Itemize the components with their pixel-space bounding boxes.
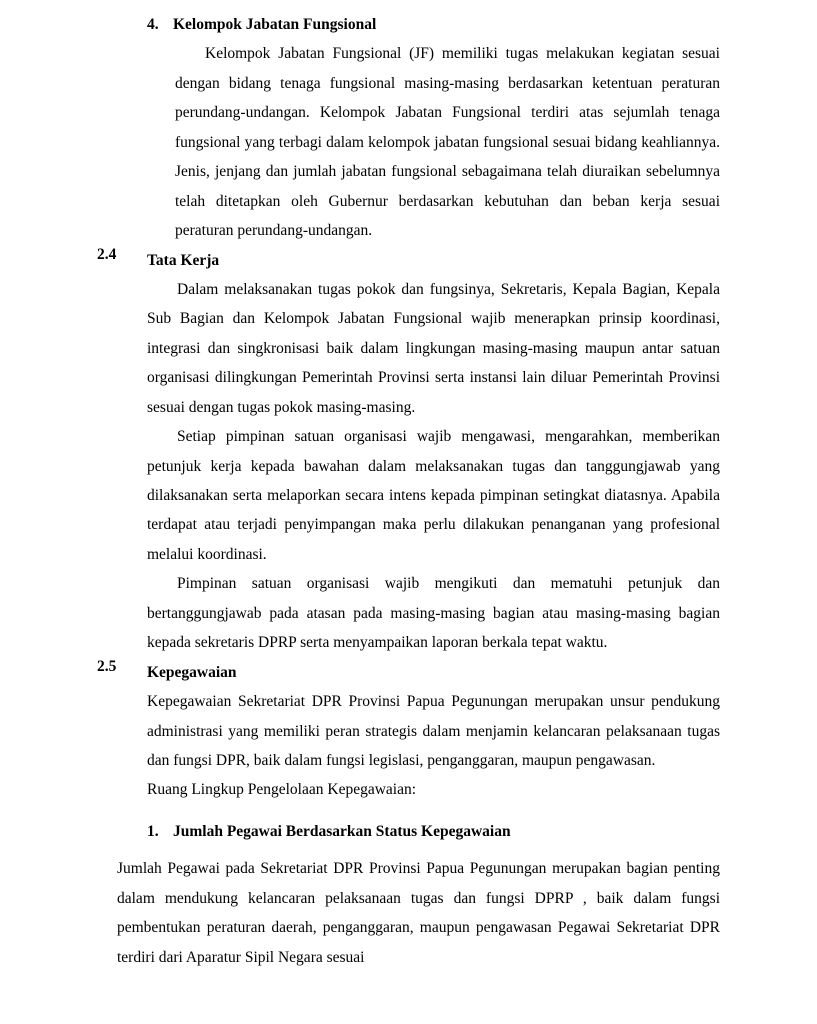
list-item-heading-4 [147, 10, 720, 39]
list-marker: 1. [147, 822, 159, 840]
paragraph-tata-kerja-1: Dalam melaksanakan tugas pokok dan fungsinya, Sekretaris, Kepala Bagian, Kepala Sub Bagian dan Kelompok Jabatan Fungsional wajib menerapkan prinsip koordinasi, integrasi dan singkronisasi baik dalam lingkungan masing-masing maupun antar satuan organisasi dilingkungan Pemerintah Provinsi serta instansi lain diluar Pemerintah Provinsi sesuai dengan tugas pokok masing-masing. [147, 280, 720, 416]
section-heading-2-5 [97, 658, 720, 687]
paragraph-tata-kerja-3: Pimpinan satuan organisasi wajib mengikuti dan mematuhi petunjuk dan bertanggungjawab pada atasan pada masing-masing bagian atau masing-masing bagian kepada sekretaris DPRP serta menyampaikan laporan berkala tepat waktu. [147, 575, 720, 652]
list-marker: 4. [147, 16, 159, 33]
paragraph-spacer [97, 846, 720, 854]
paragraph-kelompok-jabatan-fungsional: Kelompok Jabatan Fungsional (JF) memiliki tugas melakukan kegiatan sesuai dengan bidang tenaga fungsional masing-masing berdasarkan ketentuan peraturan perundang-undangan. Kelompok Jabatan Fungsional terdiri atas sejumlah tenaga fungsional yang terbagi dalam kelompok jabatan fungsional sesuai bidang keahliannya. Jenis, jenjang dan jumlah jabatan fungsional sebagaimana telah diuraikan sebelumnya telah ditetapkan oleh Gubernur berdasarkan kebutuhan dan beban kerja sesuai peraturan perundang-undangan. [175, 45, 720, 240]
paragraph-kepegawaian-2: Ruang Lingkup Pengelolaan Kepegawaian: [147, 781, 417, 799]
section-heading-2-4 [97, 246, 720, 275]
list-item-heading-1-text: Jumlah Pegawai Berdasarkan Status Kepegawaian [173, 822, 511, 840]
paragraph-tata-kerja-2: Setiap pimpinan satuan organisasi wajib mengawasi, mengarahkan, memberikan petunjuk kerja kepada bawahan dalam melaksanakan tugas dan tanggungjawab yang dilaksanakan serta melaporkan secara intens kepada pimpinan setingkat diatasnya. Apabila terdapat atau terjadi penyimpangan maka perlu dilakukan penanganan yang profesional melalui koordinasi. [147, 428, 720, 563]
list-item-heading-4-text: Kelompok Jabatan Fungsional [173, 16, 377, 33]
paragraph-kepegawaian-1: Kepegawaian Sekretariat DPR Provinsi Papua Pegunungan merupakan unsur pendukung administrasi yang memiliki peran strategis dalam menjamin kelancaran pelaksanaan tugas dan fungsi DPR, baik dalam fungsi legislasi, penganggaran, maupun pengawasan. [147, 693, 720, 769]
section-number-2-4: 2.4 [97, 245, 117, 263]
list-item-heading-1 [147, 817, 720, 846]
paragraph-jumlah-pegawai: Jumlah Pegawai pada Sekretariat DPR Provinsi Papua Pegunungan merupakan bagian penting dalam mendukung kelancaran pelaksanaan tugas dan fungsi DPRP , baik dalam fungsi pembentukan peraturan daerah, penganggaran, maupun pengawasan Pegawai Sekretariat DPR terdiri dari Aparatur Sipil Negara sesuai [117, 860, 720, 966]
section-title-2-4: Tata Kerja [147, 251, 220, 269]
section-number-2-5: 2.5 [97, 657, 117, 675]
section-title-2-5: Kepegawaian [147, 663, 237, 681]
